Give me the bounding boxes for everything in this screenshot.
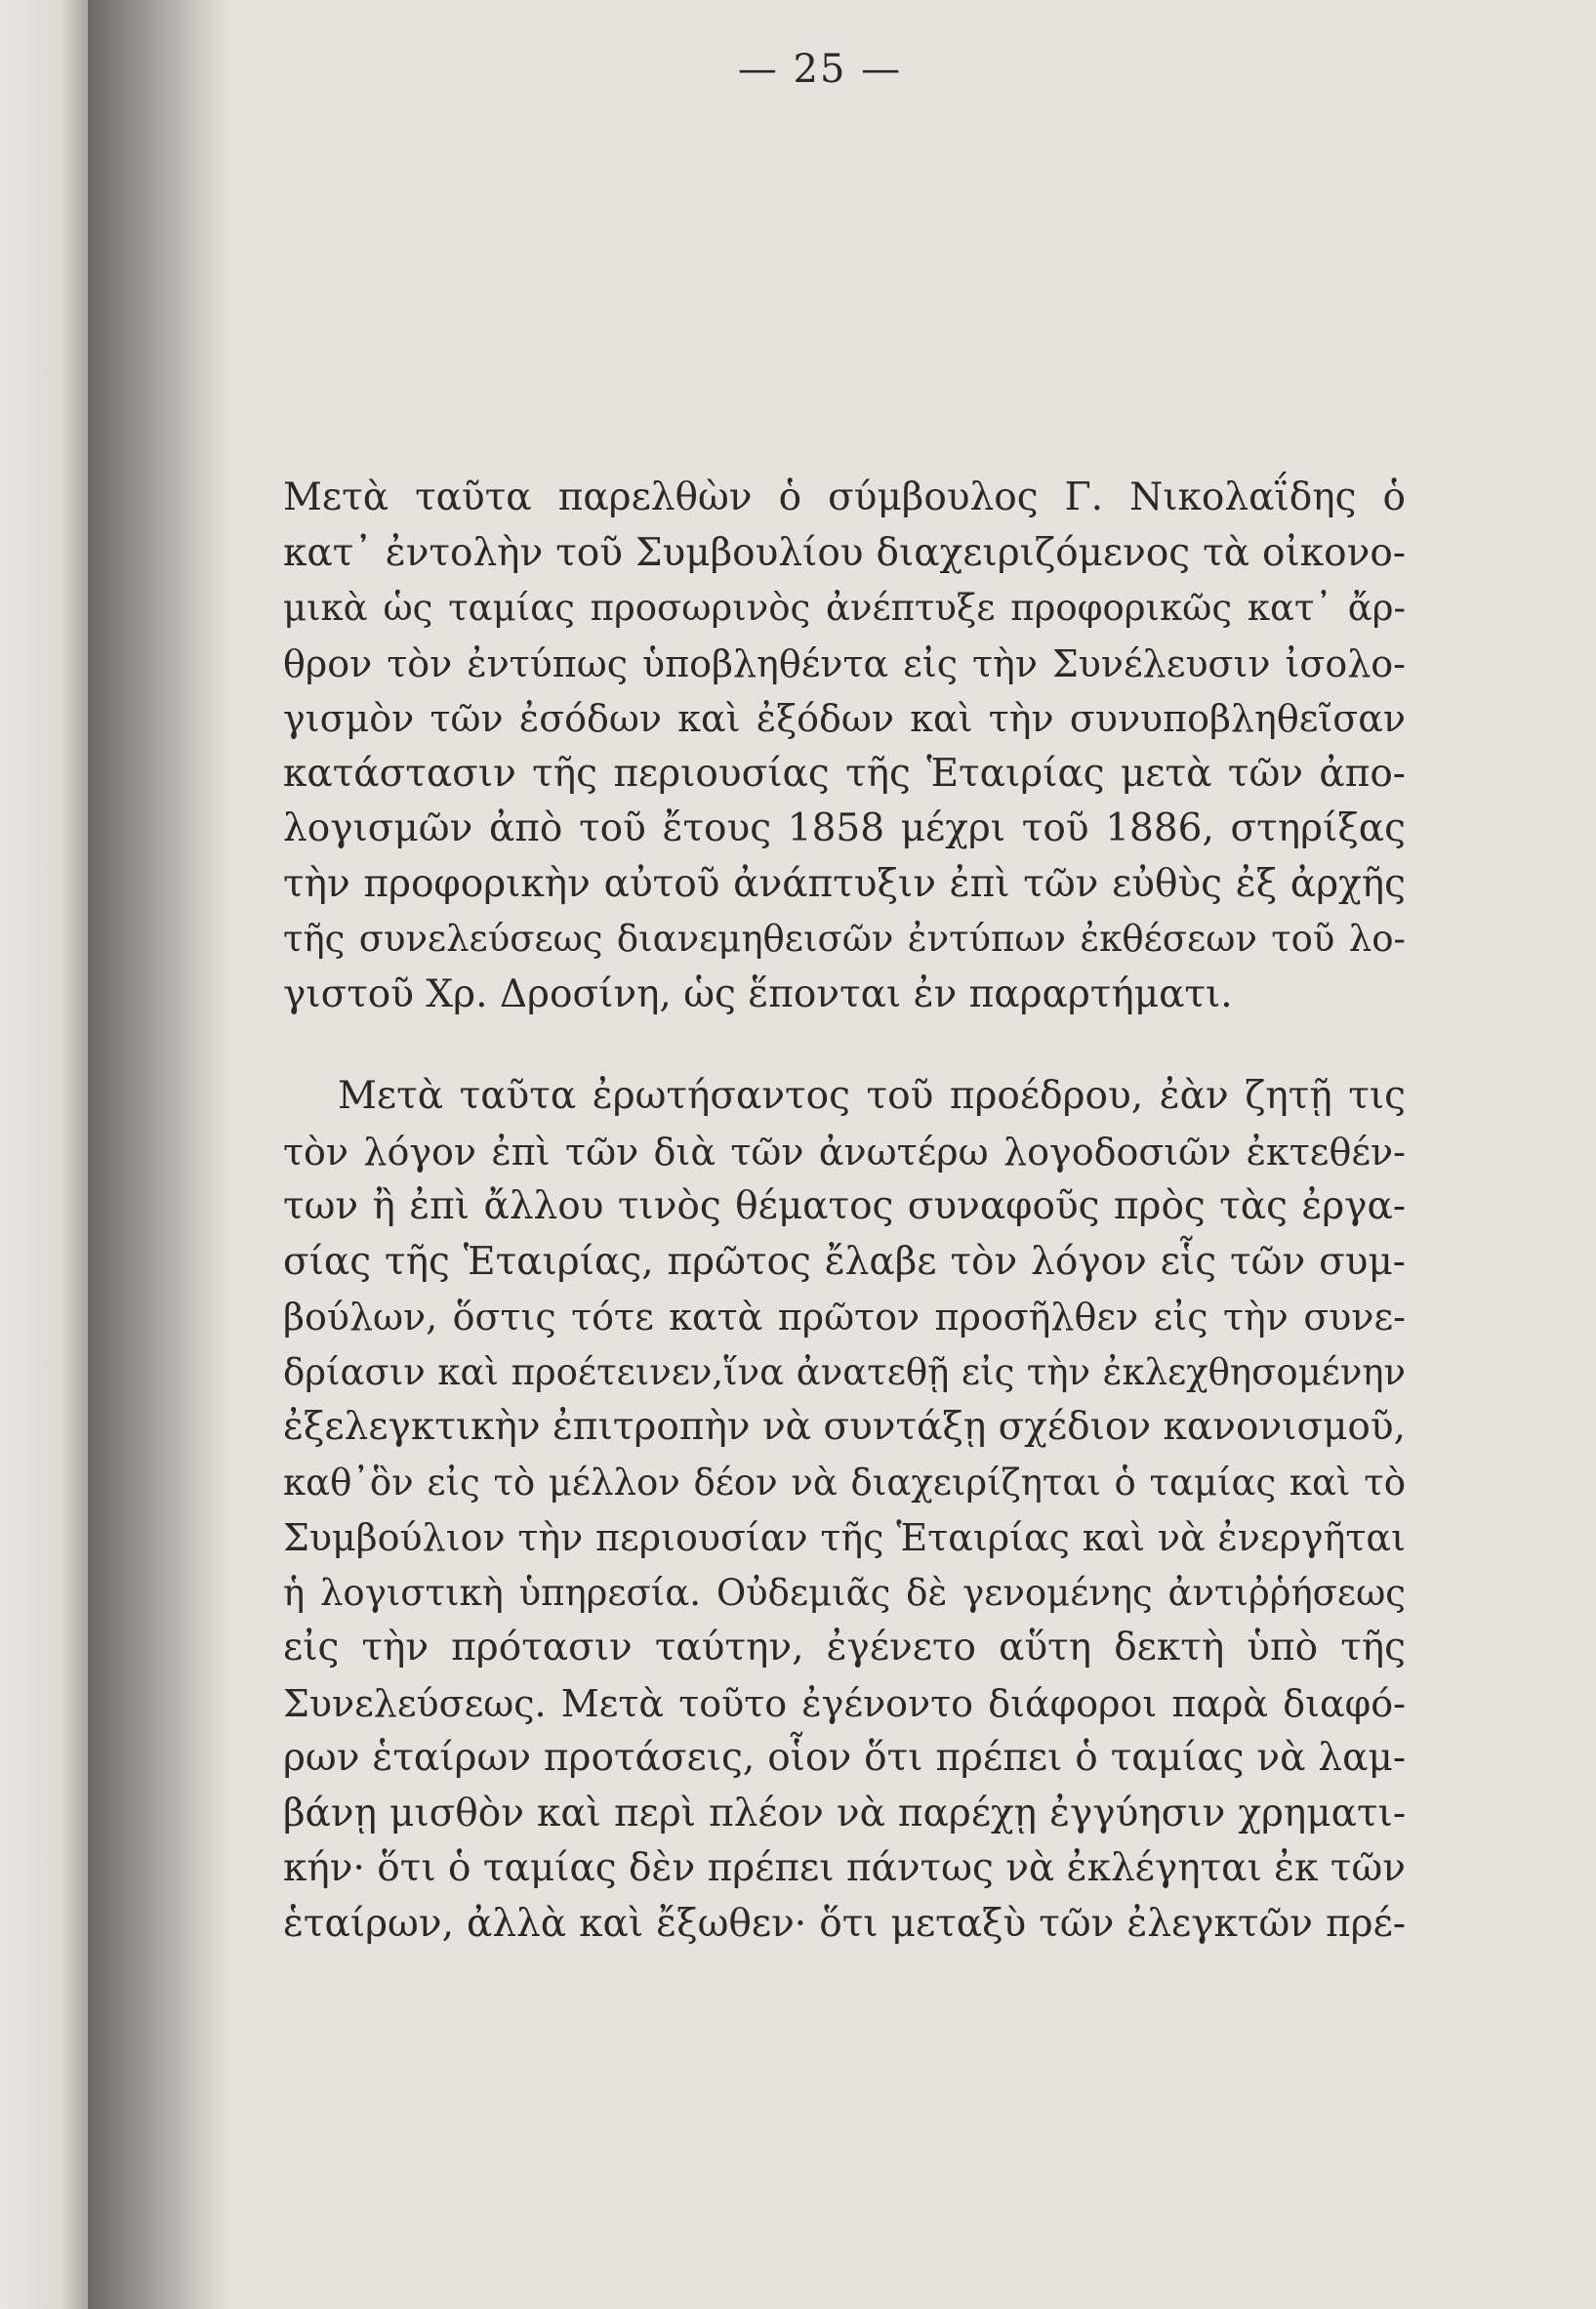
book-binding-edge [0,0,88,2309]
paragraph-2 [283,1069,1406,1952]
paragraph-gap [283,1022,1406,1069]
text-line: θρον τὸν ἐντύπως ὑποβληθέντα εἰς τὴν Συνέλευσιν ἰσολο- [283,641,1406,685]
text-line: τὴν προφορικὴν αὐτοῦ ἀνάπτυξιν ἐπὶ τῶν εὐθὺς ἐξ ἀρχῆς [283,861,1406,906]
paragraph-1 [283,471,1406,1022]
text-line: σίας τῆς Ἑταιρίας, πρῶτος ἔλαβε τὸν λόγον εἷς τῶν συμ- [283,1239,1406,1284]
text-line: γισμὸν τῶν ἐσόδων καὶ ἐξόδων καὶ τὴν συνυποβληθεῖσαν [283,697,1406,740]
text-line: εἰς τὴν πρότασιν ταύτην, ἐγένετο αὕτη δεκτὴ ὑπὸ τῆς [283,1626,1406,1670]
text-line: δρίασιν καὶ προέτεινεν,ἵνα ἀνατεθῇ εἰς τὴν ἐκλεχθησομένην [283,1350,1406,1393]
text-line: Μετὰ ταῦτα παρελθὼν ὁ σύμβουλος Γ. Νικολαΐδης ὁ [283,475,1406,519]
text-line: τῆς συνελεύσεως διανεμηθεισῶν ἐντύπων ἐκθέσεων τοῦ λο- [283,918,1406,960]
text-line: ἐξελεγκτικὴν ἐπιτροπὴν νὰ συντάξῃ σχέδιον κανονισμοῦ, [283,1405,1406,1449]
text-line: μικὰ ὡς ταμίας προσωρινὸς ἀνέπτυξε προφορικῶς κατ᾽ ἄρ- [283,587,1406,629]
text-line: βούλων, ὅστις τότε κατὰ πρῶτον προσῆλθεν εἰς τὴν συνε- [283,1296,1406,1339]
text-line: ρων ἑταίρων προτάσεις, οἷον ὅτι πρέπει ὁ ταμίας νὰ λαμ- [283,1736,1406,1780]
text-line: κατ᾽ ἐντολὴν τοῦ Συμβουλίου διαχειριζόμενος τὰ οἰκονο- [283,530,1406,575]
text-line: τὸν λόγον ἐπὶ τῶν διὰ τῶν ἀνωτέρω λογοδοσιῶν ἐκτεθέν- [283,1130,1406,1174]
text-line: καθ᾽ὃν εἰς τὸ μέλλον δέον νὰ διαχειρίζηται ὁ ταμίας καὶ τὸ [283,1461,1406,1504]
text-line: Μετὰ ταῦτα ἐρωτήσαντος τοῦ προέδρου, ἐὰν ζητῇ τις [338,1074,1406,1118]
text-line: κατάστασιν τῆς περιουσίας τῆς Ἑταιρίας μετὰ τῶν ἀπο- [283,751,1406,796]
page-body [283,471,1406,1952]
text-line: Συμβούλιον τὴν περιουσίαν τῆς Ἑταιρίας καὶ νὰ ἐνεργῆται [283,1516,1406,1559]
text-line: λογισμῶν ἀπὸ τοῦ ἔτους 1858 μέχρι τοῦ 1886, στηρίξας [283,806,1406,850]
text-line: γιστοῦ Χρ. Δροσίνη, ὡς ἕπονται ἐν παραρτήματι. [283,971,1233,1016]
text-line: των ἢ ἐπὶ ἄλλου τινὸς θέματος συναφοῦς πρὸς τὰς ἐργα- [283,1184,1406,1228]
text-line: ἑταίρων, ἀλλὰ καὶ ἔξωθεν· ὅτι μεταξὺ τῶν ἐλεγκτῶν πρέ- [283,1901,1406,1946]
text-line: ἡ λογιστικὴ ὑπηρεσία. Οὐδεμιᾶς δὲ γενομένης ἀντιῤῥήσεως [283,1571,1406,1614]
text-line: Συνελεύσεως. Μετὰ τοῦτο ἐγένοντο διάφοροι παρὰ διαφό- [283,1681,1406,1725]
page-number: — 25 — [737,47,903,92]
text-line: βάνῃ μισθὸν καὶ περὶ πλέον νὰ παρέχῃ ἐγγύησιν χρηματι- [283,1791,1406,1835]
text-line: κήν· ὅτι ὁ ταμίας δὲν πρέπει πάντως νὰ ἐκλέγηται ἐκ τῶν [283,1846,1406,1890]
book-gutter-shadow [88,0,234,2309]
